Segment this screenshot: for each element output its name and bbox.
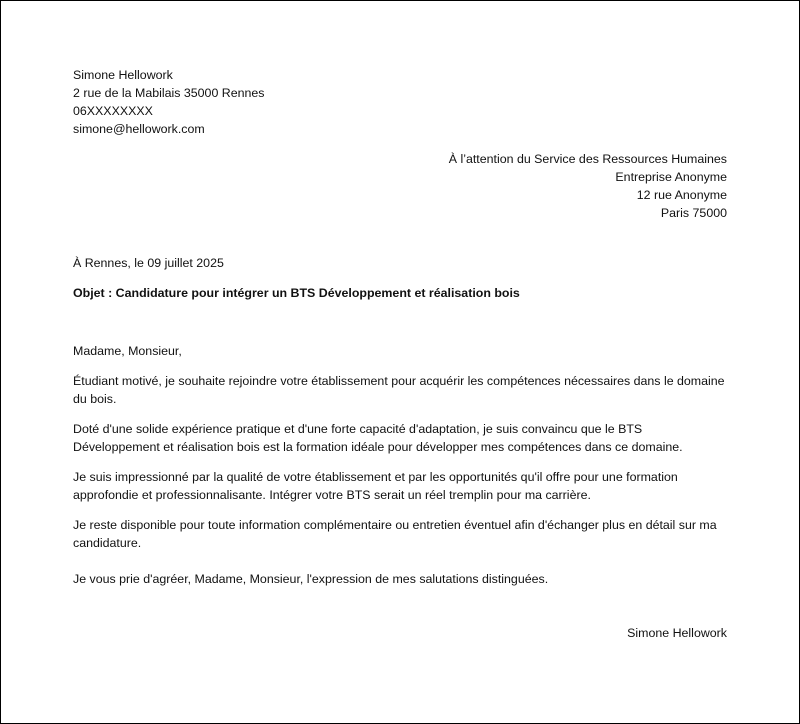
recipient-city: Paris 75000 <box>660 206 727 220</box>
closing-formula: Je vous prie d'agréer, Madame, Monsieur, l'expression de mes salutations distinguées. <box>73 572 549 586</box>
signature: Simone Hellowork <box>627 626 727 640</box>
sender-address: 2 rue de la Mabilais 35000 Rennes <box>73 86 265 100</box>
recipient-attention: À l’attention du Service des Ressources Humaines <box>448 152 727 166</box>
paragraph-1: Étudiant motivé, je souhaite rejoindre votre établissement pour acquérir les compétences nécessaires dans le domaine du bois. <box>73 374 725 406</box>
paragraph-3: Je suis impressionné par la qualité de votre établissement et par les opportunités qu'il offre pour une formation approfondie et professionnalisante. Intégrer votre BTS serait un réel tremplin pour ma carrière. <box>73 470 678 502</box>
sender-name: Simone Hellowork <box>73 68 173 82</box>
subject-line: Objet : Candidature pour intégrer un BTS Développement et réalisation bois <box>73 286 520 300</box>
letter-body <box>73 66 727 642</box>
sender-email: simone@hellowork.com <box>73 122 205 136</box>
sender-phone: 06XXXXXXXX <box>73 104 153 118</box>
paragraph-2: Doté d'une solide expérience pratique et d'une forte capacité d'adaptation, je suis convaincu que le BTS Développement et réalisation bois est la formation idéale pour développer mes compétences dans ce domaine. <box>73 422 683 454</box>
paragraph-4: Je reste disponible pour toute information complémentaire ou entretien éventuel afin d'échanger plus en détail sur ma candidature. <box>73 518 717 550</box>
recipient-street: 12 rue Anonyme <box>636 188 727 202</box>
recipient-block <box>73 150 727 222</box>
salutation: Madame, Monsieur, <box>73 344 182 358</box>
sender-block <box>73 66 727 138</box>
date-line: À Rennes, le 09 juillet 2025 <box>73 256 224 270</box>
recipient-company: Entreprise Anonyme <box>615 170 727 184</box>
